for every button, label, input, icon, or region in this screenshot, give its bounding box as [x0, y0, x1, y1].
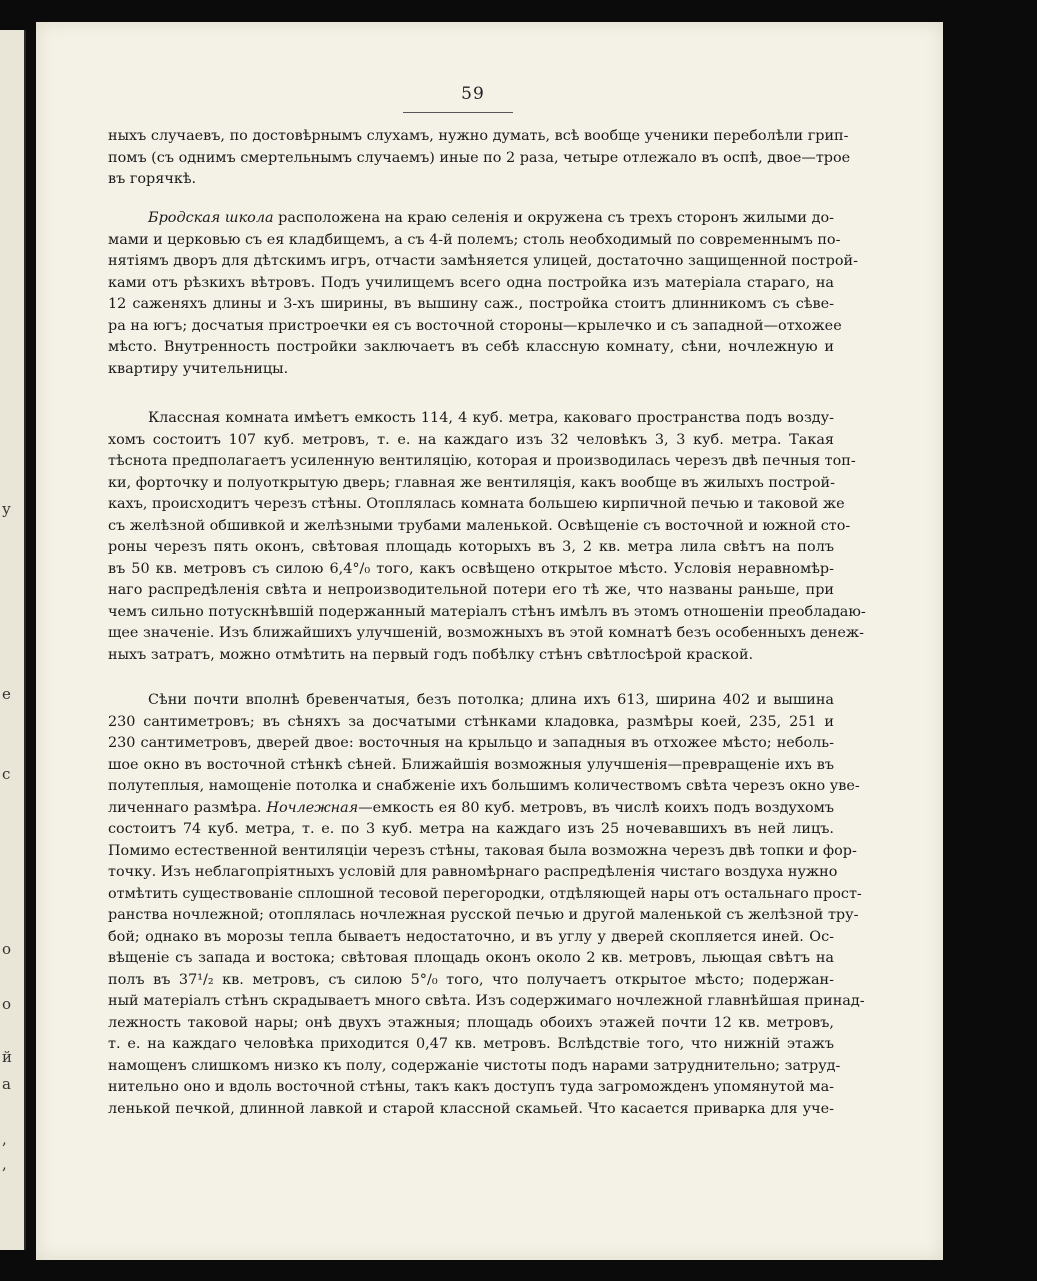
text-line: ленькой печкой, длинной лавкой и старой классной скамьей. Что касается приварка для уче- [108, 1100, 834, 1117]
adjacent-page-fragment: е [2, 685, 11, 703]
text-line: т. е. на каждаго человѣка приходится 0,47 кв. метровъ. Вслѣдствіе того, что нижній этажъ [108, 1036, 834, 1052]
text-line: шое окно въ восточной стѣнкѣ сѣней. Ближайшія возможныя улучшенія—превращеніе ихъ въ [108, 756, 834, 773]
text-line: 230 сантиметровъ, дверей двое: восточныя на крыльцо и западныя въ отхожее мѣсто; неболь- [108, 735, 834, 751]
adjacent-page-fragment: у [2, 500, 11, 518]
book-page [36, 22, 943, 1260]
text-line: наго распредѣленія свѣта и непроизводительной потери его тѣ же, что названы раньше, при [108, 582, 834, 598]
text-line: мами и церковью съ ея кладбищемъ, а съ 4-й полемъ; столь необходимый по современнымъ по- [108, 231, 841, 248]
text-line: лежность таковой нары; онѣ двухъ этажныя; площадь обоихъ этажей почти 12 кв. метровъ, [108, 1014, 834, 1031]
text-line: въ 50 кв. метровъ съ силою 6,4°/₀ того, какъ освѣщено открытое мѣсто. Условія неравномѣр- [108, 560, 834, 577]
page-number: 59 [461, 84, 485, 104]
paragraph-3 [108, 408, 866, 666]
text-line: Сѣни почти вполнѣ бревенчатыя, безъ потолка; длина ихъ 613, ширина 402 и вышина [148, 692, 834, 708]
text-line: бой; однако въ морозы тепла бываетъ недостаточно, и въ углу у дверей скопляется иней. Ос- [108, 928, 834, 945]
text-line: 230 сантиметровъ; въ сѣняхъ за досчатыми стѣнками кладовка, размѣры коей, 235, 251 и [108, 713, 834, 730]
text-line: ки, форточку и полуоткрытую дверь; главная же вентиляція, какъ вообще въ жилыхъ построй- [108, 474, 835, 491]
text-line: ками отъ рѣзкихъ вѣтровъ. Подъ училищемъ всего одна постройка изъ матеріала стараго, на [108, 274, 834, 291]
text-line: состоитъ 74 куб. метра, т. е. по 3 куб. метра на каждаго изъ 25 ночевавшихъ въ ней лицъ. [108, 821, 834, 837]
paragraph-1 [108, 126, 851, 191]
text-line: роны черезъ пять оконъ, свѣтовая площадь которыхъ въ 3, 2 кв. метра лила свѣтъ на полъ [108, 539, 834, 555]
text-line: ныхъ случаевъ, по достовѣрнымъ слухамъ, нужно думать, всѣ вообще ученики переболѣли грип- [108, 128, 849, 144]
text-line: помъ (съ однимъ смертельнымъ случаемъ) иные по 2 раза, четыре отлежало въ оспѣ, двое—трое [108, 149, 851, 166]
text-line: полъ въ 37¹/₂ кв. метровъ, съ силою 5°/₀ того, что получаетъ открытое мѣсто; подержан- [108, 971, 834, 988]
text-line: въ горячкѣ. [108, 171, 197, 187]
text-line: хомъ состоитъ 107 куб. метровъ, т. е. на каждаго изъ 32 человѣкъ 3, 3 куб. метра. Такая [108, 431, 834, 448]
text-line: ныхъ затратъ, можно отмѣтить на первый годъ побѣлку стѣнъ свѣтлосѣрой краской. [108, 646, 754, 663]
text-line: ранства ночлежной; отоплялась ночлежная русской печью и другой маленькой съ желѣзной тру- [108, 907, 859, 923]
text-line: мѣсто. Внутренность постройки заключаетъ въ себѣ классную комнату, сѣни, ночлежную и [108, 339, 834, 355]
italic-heading: Бродская школа [148, 210, 274, 226]
text-fragment: личеннаго размѣра. [108, 799, 262, 816]
text-line: нятіямъ дворъ для дѣтскимъ игръ, отчасти замѣняется улицей, достаточно защищенной построй- [108, 253, 858, 269]
text-line: отмѣтить существованіе сплошной тесовой перегородки, отдѣляющей нары отъ остальнаго прост- [108, 885, 862, 902]
text-line: 12 саженяхъ длины и 3-хъ ширины, въ вышину саж., постройка стоитъ длинникомъ съ сѣве- [108, 296, 834, 312]
text-line [108, 208, 834, 230]
text-line: полутеплыя, намощеніе потолка и снабженіе ихъ большимъ количествомъ свѣта черезъ окно уве- [108, 778, 860, 794]
adjacent-page-edge [0, 30, 26, 1250]
adjacent-page-fragment: о [2, 940, 12, 958]
text-line: нительно оно и вдоль восточной стѣны, такъ какъ доступъ туда загроможденъ упомянутой ма- [108, 1079, 835, 1095]
adjacent-page-fragment: о [2, 995, 12, 1013]
adjacent-page-fragment: , [2, 1155, 7, 1173]
adjacent-page-fragment: , [2, 1130, 7, 1148]
page-number-rule [403, 112, 513, 113]
italic-heading: Ночлежная [266, 799, 359, 816]
text-fragment: —емкость ея 80 куб. метровъ, въ числѣ коихъ подъ воздухомъ [358, 799, 835, 816]
text-line: квартиру учительницы. [108, 360, 289, 377]
text-line: ный матеріалъ стѣнъ скрадываетъ много свѣта. Изъ содержимаго ночлежной главнѣйшая принад- [108, 993, 865, 1009]
text-line: намощенъ слишкомъ низко къ полу, содержаніе чистоты подъ нарами затруднительно; затруд- [108, 1057, 841, 1074]
text-line: ра на югъ; досчатыя пристроечки ея съ восточной стороны—крылечко и съ западной—отхожее [108, 317, 842, 334]
adjacent-page-fragment: а [2, 1075, 11, 1093]
text-line: точку. Изъ неблагопріятныхъ условій для равномѣрнаго распредѣленія чистаго воздуха нужно [108, 864, 838, 880]
text-line: вѣщеніе съ запада и востока; свѣтовая площадь оконъ около 2 кв. метровъ, льющая свѣтъ на [108, 950, 834, 966]
text-fragment: расположена на краю селенія и окружена съ трехъ сторонъ жилыми до- [273, 210, 834, 226]
text-line: тѣснота предполагаетъ усиленную вентиляцію, которая и производилась черезъ двѣ печныя топ- [108, 453, 856, 469]
paragraph-4 [108, 690, 865, 1120]
text-line: съ желѣзной обшивкой и желѣзными трубами маленькой. Освѣщеніе съ восточной и южной сто- [108, 517, 851, 534]
text-line: Классная комната имѣетъ емкость 114, 4 куб. метра, каковаго пространства подъ возду- [148, 410, 834, 426]
text-line: кахъ, происходитъ черезъ стѣны. Отоплялась комната большею кирпичной печью и таковой же [108, 496, 845, 512]
paragraph-2 [108, 208, 858, 380]
adjacent-page-fragment: й [2, 1048, 12, 1066]
text-line: щее значеніе. Изъ ближайшихъ улучшеній, возможныхъ въ этой комнатѣ безъ особенныхъ денеж- [108, 625, 864, 641]
text-line: чемъ сильно потускнѣвшій подержанный матеріалъ стѣнъ имѣлъ въ этомъ отношеніи преобладаю- [108, 603, 866, 620]
adjacent-page-fragment: с [2, 765, 11, 783]
text-line [108, 798, 834, 820]
text-line: Помимо естественной вентиляціи черезъ стѣны, таковая была возможна черезъ двѣ топки и фор- [108, 842, 857, 859]
